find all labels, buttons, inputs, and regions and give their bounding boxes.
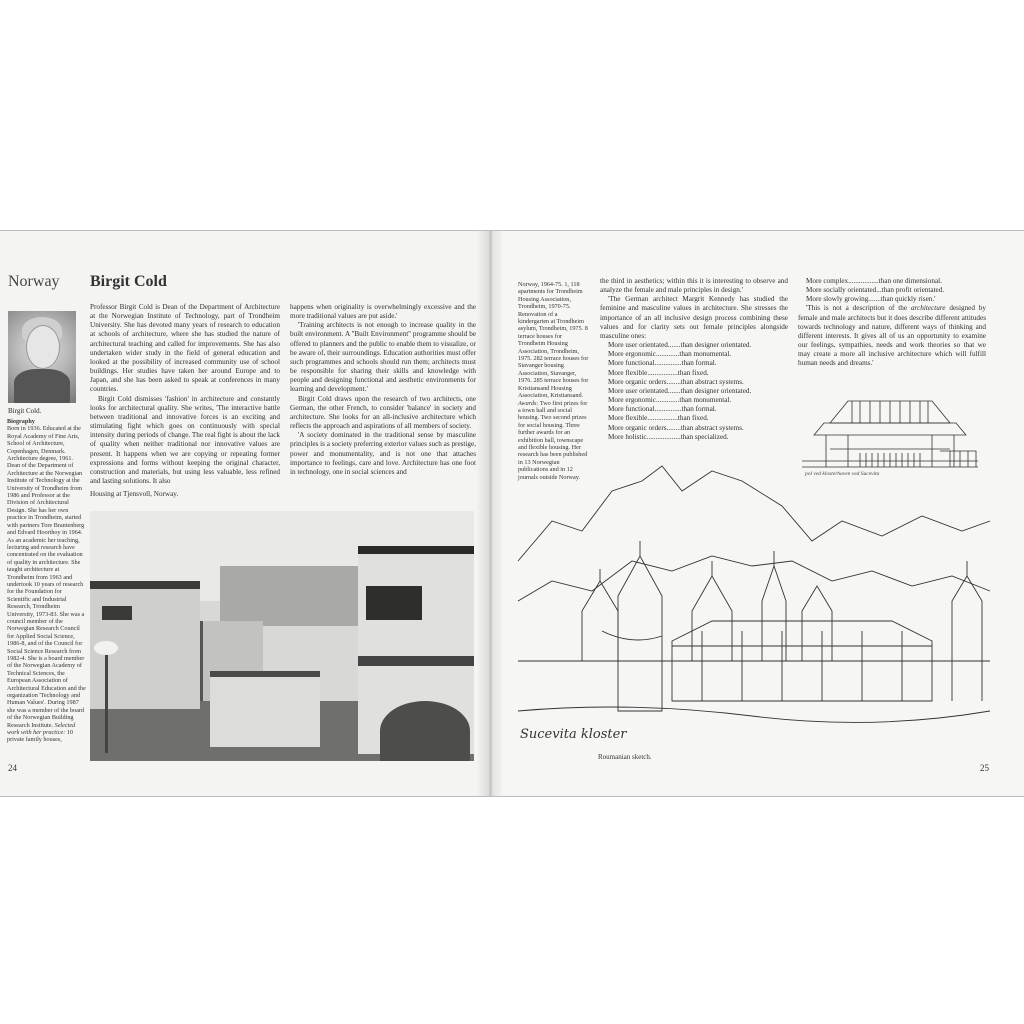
text-column-1 (90, 303, 280, 499)
paragraph (798, 304, 986, 368)
paragraph-part: designed by female and male architects but it does describe different attitudes towards technology and nature, different ways of thinking and different interests. It gives all of us an opportunity to examine our feelings, sympathies, needs and work theories so that we may create a more all inclusive architecture which will fulfill human needs and dreams.' (798, 304, 986, 368)
monastery-sketch-signature: Sucevita kloster (520, 727, 627, 742)
awards-text: Two first prizes for a town hall and social housing. Two second prizes for social housing. Three further awards for an exhibition hall, townscape and flexible housing. Her research has been published in 13 Norwegian publications and in 12 journals outside Norway. (518, 399, 588, 481)
paragraph: 'Training architects is not enough to increase quality in the built environment. A ''Built Environment'' programme should be offered to planners and the public to enable them to visualize, or be aware of, their surroundings. Education authorities must offer such programmes and schools should run them; architects must be responsible for sharing their skills and knowledge with people and designing functional and aesthetic environments for learning and development.' (290, 321, 476, 394)
housing-photo (90, 511, 474, 761)
paragraph: Professor Birgit Cold is Dean of the Department of Architecture at the Norwegian Institute of Technology, part of Trondheim University. She has devoted many years of research to education at schools of architecture, where she has studied the nature of architectural teaching and called for improvements. She has also undertaken wider study in the field of general education and looked at the possibility of increased community use of school buildings. Her studies have taken her around Europe and to Japan, and she has been asked to speak at conferences in many countries. (90, 303, 280, 394)
list-item: More ergonomic.............than monumental. (608, 396, 732, 405)
monastery-sketch (512, 461, 992, 756)
biography-label: Biography (7, 418, 35, 425)
pavilion-sketch-signature: pol ved klosterhaven ved Sucevita (805, 471, 880, 477)
list-item: More user orientated.......than designer orientated. (608, 341, 752, 350)
photo-caption: Housing at Tjensvoll, Norway. (90, 490, 179, 499)
book-spread (0, 230, 1024, 797)
biography-sidebar (7, 418, 87, 744)
paragraph: Birgit Cold dismisses 'fashion' in architecture and constantly looks for architectural quality. She writes, 'The interactive battle between traditional and innovative forces is an exciting and stimulating fight which goes on continuously with special intensity during periods of change. The real fight is about the lack of quality when neither traditional nor innovative values are present. It happens when we are copying or repeating former expressions and forms without keeping the original character, construction and materials, but using less valuable, less refined and lasting solutions. It also (90, 394, 280, 485)
selected-works-column (518, 281, 590, 481)
list-item: More functional...............than formal. (608, 405, 717, 414)
paragraph: 'The German architect Margrit Kennedy has studied the feminine and masculine values in architecture. She stresses the importance of an all inclusive design process combining these values and for clarity sets out female principles alongside masculine ones: (600, 295, 788, 340)
list-item: More ergonomic.............than monumental. (608, 350, 732, 359)
author-heading: Birgit Cold (90, 273, 167, 290)
list-item: More flexible.................than fixed. (608, 414, 709, 423)
list-item: More holistic...................than specialized. (608, 432, 729, 441)
book-gutter (476, 231, 504, 796)
text-column-2 (290, 303, 476, 477)
biography-tail: 10 private family houses, (7, 729, 73, 744)
page-number-right: 25 (980, 763, 989, 773)
list-item: More slowly growing.......than quickly risen.' (806, 295, 936, 304)
works-text: Norway, 1964-75. 1, 118 apartments for Trondheim Housing Association, Trondheim, 1970-75. Renovation of a kindergarten at Trondheim asylum, Trondheim, 1975. 8 terrace houses for Trondheim Housing Association, Trondheim, 1975. 282 terrace houses for Stavanger housing Association, Stavanger, 1976. 285 terrace houses for Kristiansand Housing Association, Kristiansand. (518, 281, 589, 400)
page-number-left: 24 (8, 763, 17, 773)
list-item: More flexible.................than fixed. (608, 368, 709, 377)
sketch-caption: Roumanian sketch. (598, 753, 652, 761)
list-item: More organic orders........than abstract systems. (608, 377, 744, 386)
left-page (0, 231, 490, 796)
paragraph: happens when originality is overwhelmingly excessive and the more traditional values are put aside.' (290, 303, 476, 321)
italic-word: architecture (910, 304, 946, 313)
text-column-3 (600, 277, 788, 442)
list-item: More organic orders........than abstract systems. (608, 423, 744, 432)
paragraph: the third in aesthetics; within this it is interesting to observe and analyze the female and male principles in design.' (600, 277, 788, 295)
country-heading: Norway (8, 273, 60, 290)
principles-list-continued (798, 277, 986, 304)
list-item: More functional...............than formal. (608, 359, 717, 368)
author-portrait (8, 311, 76, 403)
paragraph-part: 'This is not a description of the (806, 304, 911, 313)
list-item: More complex.................than one dimensional. (806, 277, 942, 285)
portrait-caption: Birgit Cold. (8, 407, 42, 415)
selected-work-label: Selected work with her practice: (7, 721, 76, 737)
text-column-4 (798, 277, 986, 369)
list-item: More user orientated.......than designer orientated. (608, 386, 752, 395)
paragraph: 'A society dominated in the traditional sense by masculine principles is a society preferring exterior values such as prestige, power and monumentality, and is not one that attaches importance to feelings, care and love. Architecture has one foot in technology, one in social sciences and (290, 431, 477, 476)
list-item: More socially orientated...than profit orientated. (806, 286, 945, 295)
principles-list (600, 341, 788, 442)
paragraph: Birgit Cold draws upon the research of two architects, one German, the other French, to consider 'balance' in society and architecture. She looks for an all-inclusive architecture which reflects the approach and aspirations of all members of society. (290, 394, 476, 431)
biography-text: Born in 1936. Educated at the Royal Academy of Fine Arts, School of Architecture, Copenhagen, Denmark. Architecture degree, 1961. Dean of the Department of Architecture at the Norwegian Institute of Technology at the University of Trondheim from 1986 and Professor at the Division of Architectural Design. She has her own practice in Trondheim, started with partners Tore Brantenberg and Edvard Hoorthoy in 1964. As an academic her teaching, lecturing and research have concentrated on the evaluation of quality in architecture. She taught architecture at Trondheim from 1963 and undertook 10 years of research for the Foundation for Scientific and Industrial Research, Trondheim University, 1973-83. She was a council member of the Norwegian Research Council for Applied Social Science, 1986-8, and of the Council for Social Science Research from 1982-4. She is a board member of the Norwegian Academy of Technical Sciences, the European Association of Architectural Education and the organization 'Technology and Human Values'. During 1987 she was a member of the board of the Norwegian Building Research Institute. (7, 425, 86, 729)
awards-label: Awards: (518, 399, 539, 407)
